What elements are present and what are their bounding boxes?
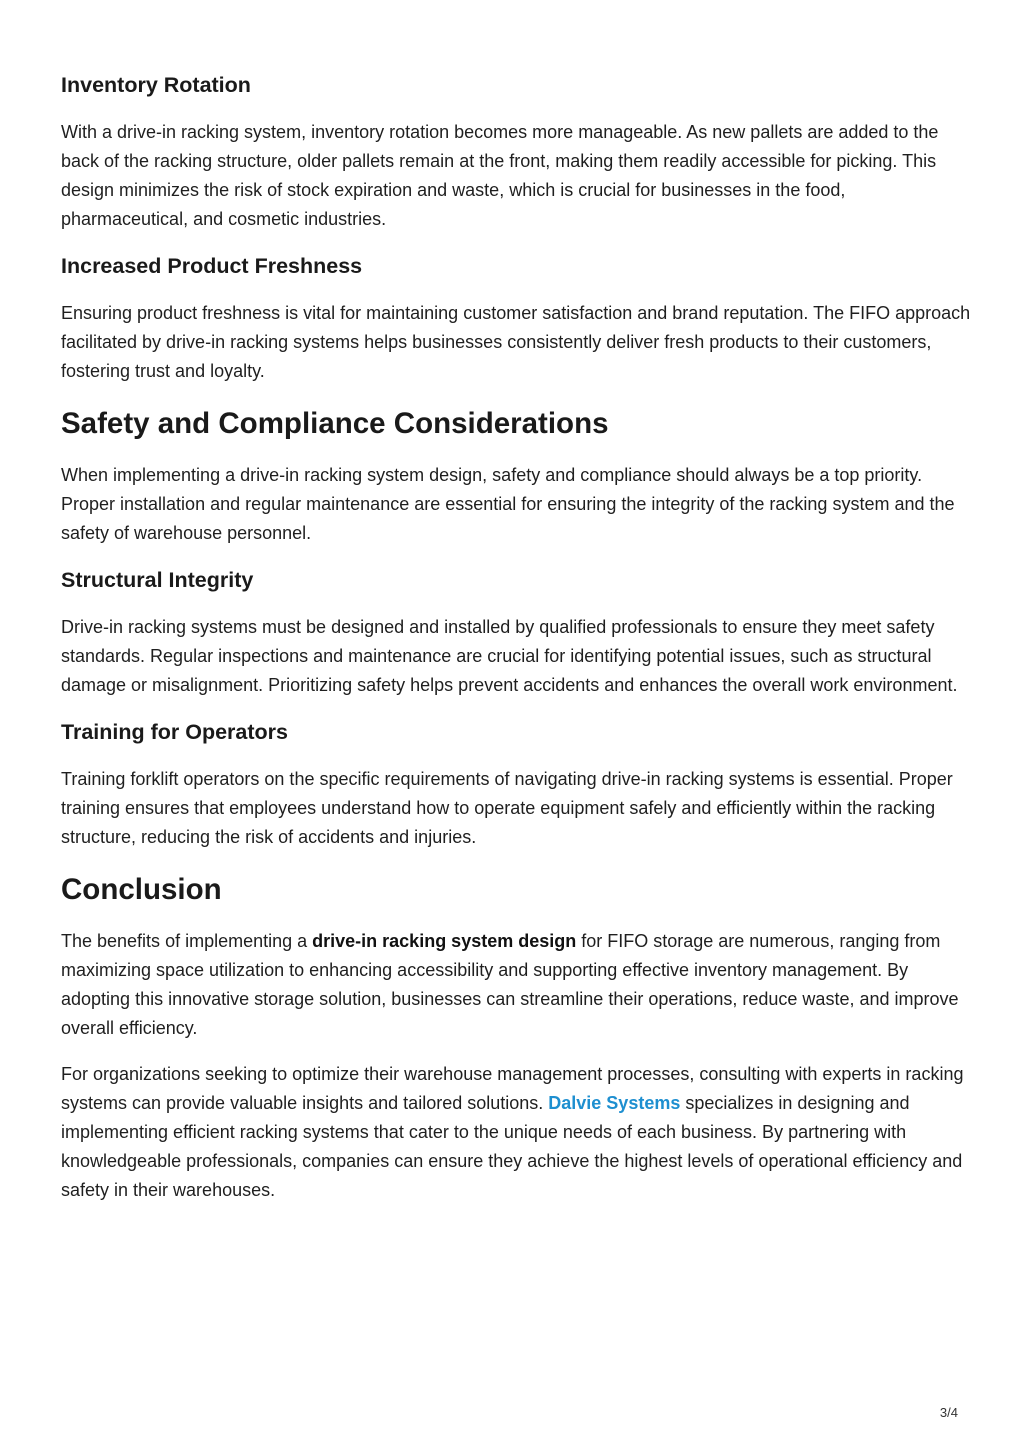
- paragraph-safety-compliance: When implementing a drive-in racking system design, safety and compliance should always be a top priority. Proper installation and regular maintenance are essential for ensuring the integrity of the racking system and the safety of warehouse personnel.: [61, 465, 955, 543]
- document-page: [61, 68, 971, 1205]
- heading-conclusion: Conclusion: [61, 873, 222, 906]
- paragraph-product-freshness: Ensuring product freshness is vital for maintaining customer satisfaction and brand reputation. The FIFO approach facilitated by drive-in racking systems helps businesses consistently deliver fresh products to their customers, fostering trust and loyalty.: [61, 303, 971, 381]
- conclusion-1-bold-phrase: drive-in racking system design: [312, 931, 577, 951]
- dalvie-systems-link[interactable]: Dalvie Systems: [548, 1093, 681, 1113]
- page-number: 3/4: [939, 1405, 958, 1420]
- paragraph-inventory-rotation: With a drive-in racking system, inventory rotation becomes more manageable. As new pallets are added to the back of the racking structure, older pallets remain at the front, making them readily accessible for picking. This design minimizes the risk of stock expiration and waste, which is crucial for businesses in the food, pharmaceutical, and cosmetic industries.: [61, 122, 939, 229]
- conclusion-1-text-after: for FIFO storage are numerous, ranging from maximizing space utilization to enhancing accessibility and supporting effective inventory management. By adopting this innovative storage solution, businesses can streamline their operations, reduce waste, and improve overall efficiency.: [61, 931, 959, 1038]
- heading-training-operators: Training for Operators: [61, 720, 288, 744]
- paragraph-training-operators: Training forklift operators on the specific requirements of navigating drive-in racking systems is essential. Proper training ensures that employees understand how to operate equipment safely and efficiently within the racking structure, reducing the risk of accidents and injuries.: [61, 769, 953, 847]
- conclusion-2-text-after: specializes in designing and implementing efficient racking systems that cater to the unique needs of each business. By partnering with knowledgeable professionals, companies can ensure they achieve the highest levels of operational efficiency and safety in their warehouses.: [61, 1093, 963, 1200]
- conclusion-2-text-before: For organizations seeking to optimize their warehouse management processes, consulting with experts in racking systems can provide valuable insights and tailored solutions.: [61, 1064, 964, 1113]
- paragraph-conclusion-1: [61, 927, 971, 1043]
- conclusion-1-text-before: The benefits of implementing a: [61, 931, 313, 951]
- paragraph-structural-integrity: Drive-in racking systems must be designed and installed by qualified professionals to ensure they meet safety standards. Regular inspections and maintenance are crucial for identifying potential issues, such as structural damage or misalignment. Prioritizing safety helps prevent accidents and enhances the overall work environment.: [61, 617, 958, 695]
- heading-product-freshness: Increased Product Freshness: [61, 254, 363, 278]
- paragraph-conclusion-2: [61, 1060, 971, 1205]
- heading-inventory-rotation: Inventory Rotation: [61, 73, 251, 97]
- heading-structural-integrity: Structural Integrity: [61, 568, 254, 592]
- heading-safety-compliance: Safety and Compliance Considerations: [61, 407, 609, 440]
